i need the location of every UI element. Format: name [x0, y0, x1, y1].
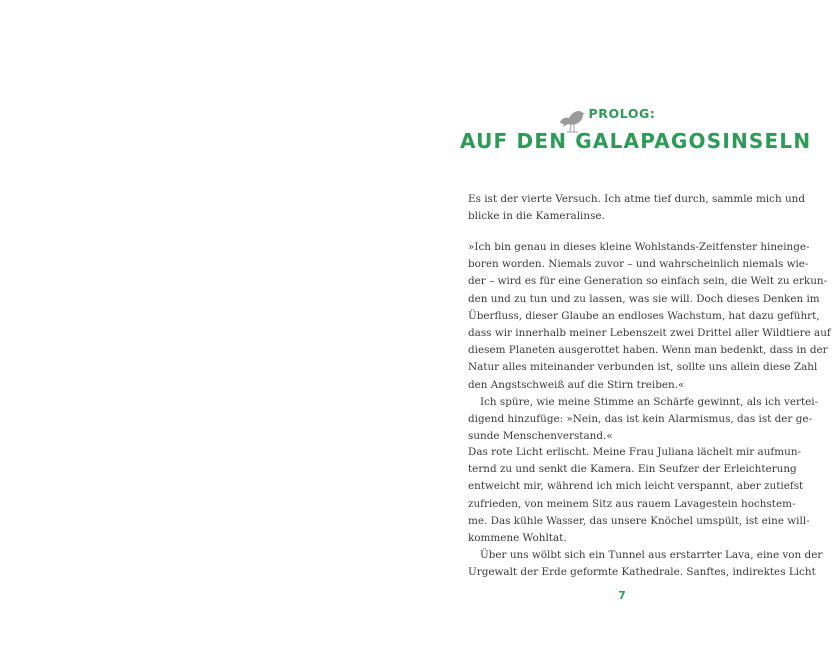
text-line: sunde Menschenverstand.«	[468, 430, 613, 443]
text-line: ternd zu und senkt die Kamera. Ein Seufzer der Erleichterung	[468, 463, 797, 476]
text-line: boren worden. Niemals zuvor – und wahrscheinlich niemals wie-	[468, 258, 809, 271]
text-line: der – wird es für eine Generation so einfach sein, die Welt zu erkun-	[468, 275, 828, 288]
text-line: blicke in die Kameralinse.	[468, 210, 605, 223]
paragraph-1	[468, 191, 806, 225]
page-number: 7	[618, 590, 626, 602]
chapter-title: AUF DEN GALAPAGOSINSELN	[460, 129, 812, 153]
text-line: Es ist der vierte Versuch. Ich atme tief durch, sammle mich und	[468, 193, 806, 205]
text-line: Urgewalt der Erde geformte Kathedrale. Sanftes, indirektes Licht	[468, 566, 816, 579]
text-line: Ich spüre, wie meine Stimme an Schärfe gewinnt, als ich vertei-	[480, 395, 819, 408]
text-line: entweicht mir, während ich mich leicht verspannt, aber zutiefst	[468, 480, 804, 493]
text-line: »Ich bin genau in dieses kleine Wohlstands-Zeitfenster hineinge-	[468, 241, 810, 253]
paragraph-3	[468, 444, 823, 582]
text-line: me. Das kühle Wasser, das unsere Knöchel umspült, ist eine will-	[468, 514, 810, 527]
text-line: den Angstschweiß auf die Stirn treiben.«	[468, 378, 685, 391]
text-line: zufrieden, von meinem Sitz aus rauem Lavagestein hochstem-	[468, 497, 796, 510]
text-line: Über uns wölbt sich ein Tunnel aus erstarrter Lava, eine von der	[480, 549, 823, 562]
text-line: digend hinzufüge: »Nein, das ist kein Alarmismus, das ist der ge-	[468, 412, 813, 425]
text-line: Überfluss, dieser Glaube an endloses Wachstum, hat dazu geführt,	[468, 309, 820, 322]
text-line: den und zu tun und zu lassen, was sie will. Doch dieses Denken im	[468, 292, 820, 305]
text-line: dass wir innerhalb meiner Lebenszeit zwei Drittel aller Wildtiere auf	[468, 326, 831, 339]
text-line: Das rote Licht erlischt. Meine Frau Juliana lächelt mir aufmun-	[468, 446, 802, 458]
text-line: Natur alles miteinander verbunden ist, sollte uns allein diese Zahl	[468, 361, 818, 374]
text-line: kommene Wohltat.	[468, 531, 567, 544]
chapter-label: PROLOG:	[588, 106, 656, 121]
paragraph-2	[468, 239, 831, 445]
text-line: diesem Planeten ausgerottet haben. Wenn man bedenkt, dass in der	[468, 344, 828, 357]
